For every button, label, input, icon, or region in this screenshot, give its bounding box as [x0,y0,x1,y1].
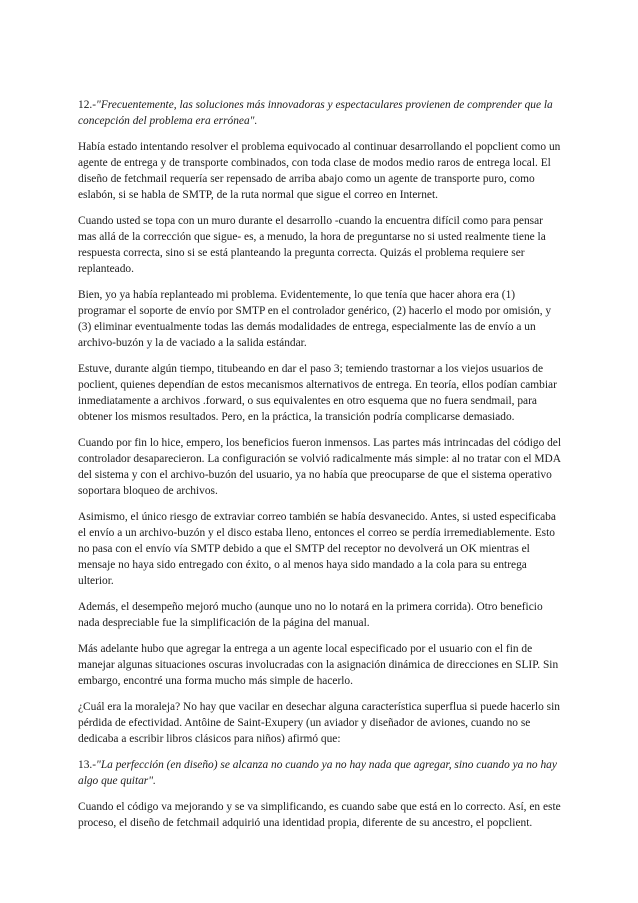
paragraph: Cuando el código va mejorando y se va simplificando, es cuando sabe que está en lo correcto. Así, en este proceso, el diseño de fetchmail adquirió una identidad propia, diferente de su ancestro, el popclient. [78,801,561,829]
quote-12 [78,97,564,129]
paragraph: Había estado intentando resolver el problema equivocado al continuar desarrollando el popclient como un agente de entrega y de transporte combinados, con toda clase de modos medio raros de entrega local. El diseño de fetchmail requería ser repensado de arriba abajo como un agente de transporte puro, como eslabón, si se habla de SMTP, de la ruta normal que sigue el correo en Internet. [78,141,561,201]
paragraph: ¿Cuál era la moraleja? No hay que vacilar en desechar alguna característica superflua si puede hacerlo sin pérdida de efectividad. Antôine de Saint-Exupery (un aviador y diseñador de aviones, cuando no se dedicaba a escribir libros clásicos para niños) afirmó que: [78,701,560,745]
paragraph: Cuando usted se topa con un muro durante el desarrollo -cuando la encuentra difícil como para pensar mas allá de la corrección que sigue- es, a menudo, la hora de preguntarse no si usted realmente tiene la respuesta correcta, sino si se está planteando la pregunta correcta. Quizás el problema requiere ser replanteado. [78,215,546,275]
quote-text: "La perfección (en diseño) se alcanza no cuando ya no hay nada que agregar, sino cuando ya no hay algo que quitar". [78,759,557,787]
quote-13 [78,757,564,789]
paragraph: Asimismo, el único riesgo de extraviar correo también se había desvanecido. Antes, si usted especificaba el envío a un archivo-buzón y el disco estaba lleno, entonces el correo se perdía irremediablemente. Esto no pasa con el envío vía SMTP debido a que el SMTP del receptor no devolverá un OK mientras el mensaje no haya sido entregado con éxito, o al menos haya sido mandado a la cola para su entrega ulterior. [78,511,556,587]
paragraph: Estuve, durante algún tiempo, titubeando en dar el paso 3; temiendo trastornar a los viejos usuarios de poclient, quienes dependían de estos mecanismos alternativos de entrega. En teoría, ellos podían cambiar inmediatamente a archivos .forward, o sus equivalentes en otro esquema que no fuera sendmail, para obtener los mismos resultados. Pero, en la práctica, la transición podría complicarse demasiado. [78,363,557,423]
paragraph: Además, el desempeño mejoró mucho (aunque uno no lo notará en la primera corrida). Otro beneficio nada despreciable fue la simplificación de la página del manual. [78,601,543,629]
paragraph: Cuando por fin lo hice, empero, los beneficios fueron inmensos. Las partes más intrincadas del código del controlador desaparecieron. La configuración se volvió radicalmente más simple: al no tratar con el MDA del sistema y con el archivo-buzón del usuario, ya no había que preocuparse de que el sistema operativo soportara bloqueo de archivos. [78,437,562,497]
quote-number: 13.- [78,759,97,771]
quote-text: "Frecuentemente, las soluciones más innovadoras y espectaculares provienen de comprender que la concepción del problema era errónea". [78,99,553,127]
quote-number: 12.- [78,99,97,111]
paragraph: Más adelante hubo que agregar la entrega a un agente local especificado por el usuario con el fin de manejar algunas situaciones oscuras involucradas con la asignación dinámica de direcciones en SLIP. Sin embargo, encontré una forma mucho más simple de hacerlo. [78,643,559,687]
paragraph: Bien, yo ya había replanteado mi problema. Evidentemente, lo que tenía que hacer ahora era (1) programar el soporte de envío por SMTP en el controlador genérico, (2) hacerlo el modo por omisión, y (3) eliminar eventualmente todas las demás modalidades de entrega, especialmente las de envío a un archivo-buzón y la de vaciado a la salida estándar. [78,289,552,349]
